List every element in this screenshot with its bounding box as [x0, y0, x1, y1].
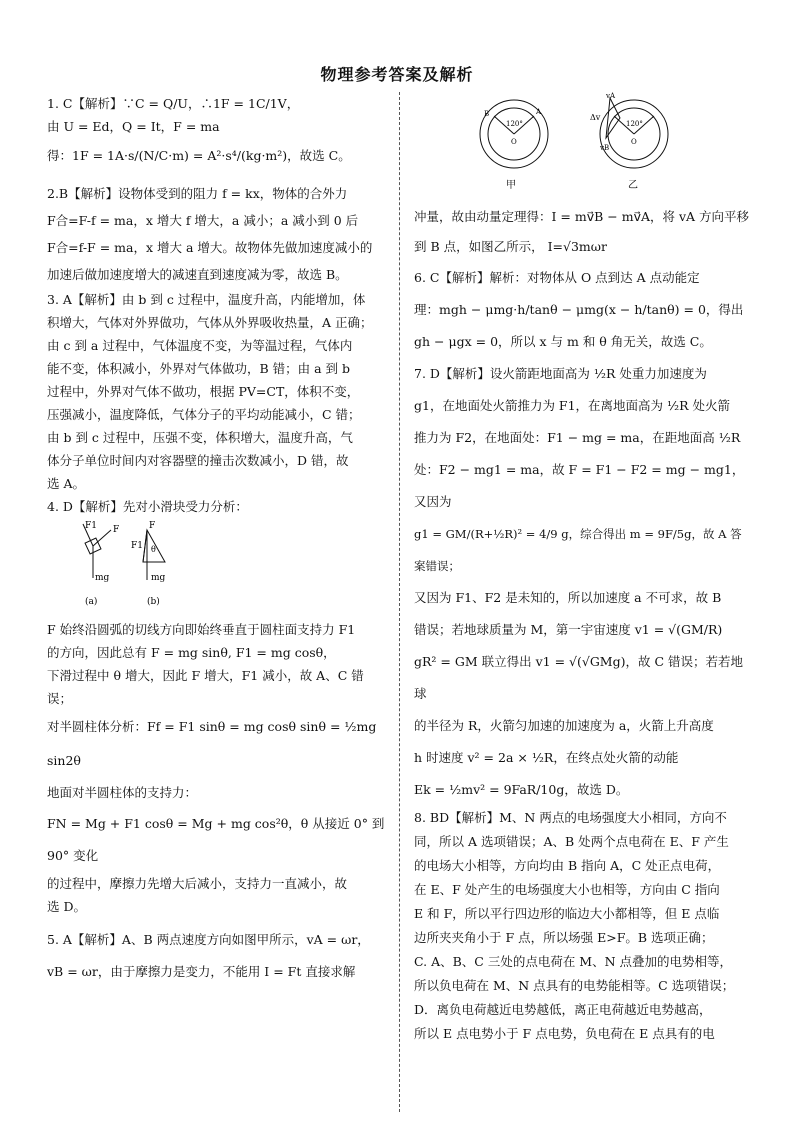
- force-diagram-b: [131, 521, 166, 607]
- answer-line: g1，在地面处火箭推力为 F1，在离地面高为 ½R 处火箭: [414, 398, 731, 413]
- answer-line: 由 U = Ed，Q = It，F = ma: [47, 119, 220, 134]
- answer-line: 到 B 点，如图乙所示， I=√3mωr: [414, 239, 607, 254]
- answer-line: 加速后做加速度增大的减速直到速度减为零，故选 B。: [47, 267, 348, 282]
- answer-line: 下滑过程中 θ 增大，因此 F 增大，F1 减小，故 A、C 错: [47, 668, 364, 683]
- label: 120°: [506, 120, 523, 128]
- answer-line: 压强减小，温度降低，气体分子的平均动能减小，C 错；: [47, 407, 361, 422]
- answer-line: 地面对半圆柱体的支持力：: [47, 785, 198, 800]
- answer-line: 的半径为 R，火箭匀加速的加速度为 a，火箭上升高度: [414, 718, 714, 733]
- label: F1: [131, 541, 143, 551]
- page-title: 物理参考答案及解析: [320, 65, 474, 84]
- answer-line: 边所夹夹角小于 F 点，所以场强 E>F。B 选项正确；: [414, 930, 714, 945]
- answer-line: 8. BD【解析】M、N 两点的电场强度大小相同，方向不: [414, 810, 727, 825]
- label: vA: [606, 92, 616, 100]
- answer-line: 对半圆柱体分析：Ff = F1 sinθ = mg cosθ sinθ = ½mg sin2θ: [47, 719, 377, 768]
- answer-line: 能不变，体积减小，外界对气体做功，B 错；由 a 到 b: [47, 361, 351, 376]
- answer-line: 得：1F = 1A·s/(N/C·m) = A²·s⁴/(kg·m²)，故选 C。: [47, 148, 351, 163]
- label: (b): [147, 597, 160, 607]
- label: 120°: [626, 120, 643, 128]
- answer-line: C. A、B、C 三处的点电荷在 M、N 点叠加的电势相等，: [414, 954, 733, 969]
- answer-line: 1. C【解析】∵C = Q/U，∴1F = 1C/1V，: [47, 96, 300, 111]
- answer-line: 2.B【解析】设物体受到的阻力 f = kx，物体的合外力: [47, 186, 348, 201]
- answer-line: Ek = ½mv² = 9FaR/10g，故选 D。: [414, 782, 629, 797]
- figure-jia: [480, 100, 548, 191]
- answer-line: 7. D【解析】设火箭距地面高为 ½R 处重力加速度为: [414, 366, 707, 381]
- circular-motion-figure: [414, 92, 734, 202]
- right-column: [414, 92, 750, 1046]
- answer-line: FN = Mg + F1 cosθ = Mg + mg cos²θ，θ 从接近 0° 到 90° 变化: [47, 816, 385, 863]
- answer-line: 积增大，气体对外界做功，气体从外界吸收热量，A 正确；: [47, 315, 373, 330]
- answer-line: F 始终沿圆弧的切线方向即始终垂直于圆柱面支持力 F1: [47, 622, 356, 637]
- answer-line: 过程中，外界对气体不做功，根据 PV=CT，体积不变，: [47, 384, 360, 399]
- answer-line: 由 c 到 a 过程中，气体温度不变，为等温过程，气体内: [47, 338, 353, 353]
- answer-line: 4. D【解析】先对小滑块受力分析：: [47, 499, 248, 514]
- answer-1: [47, 92, 387, 174]
- answer-5: [47, 924, 387, 988]
- answer-line: F合=F-f = ma，x 增大 f 增大，a 减小；a 减小到 0 后: [47, 213, 359, 228]
- answer-line: 误；: [47, 691, 73, 706]
- answer-line: 的过程中，摩擦力先增大后减小，支持力一直减小，故: [47, 876, 348, 891]
- label: mg: [95, 573, 110, 583]
- answer-line: 同，所以 A 选项错误；A、B 处两个点电荷在 E、F 产生: [414, 834, 729, 849]
- answer-4: [47, 495, 387, 918]
- answer-6: [414, 262, 750, 358]
- label: mg: [151, 573, 166, 583]
- label: 甲: [506, 180, 516, 191]
- answer-line: 又因为 F1、F2 是未知的，所以加速度 a 不可求，故 B: [414, 590, 722, 605]
- label: F1: [85, 521, 97, 531]
- answer-line: 3. A【解析】由 b 到 c 过程中，温度升高，内能增加，体: [47, 292, 366, 307]
- answer-line: 所以 E 点电势小于 F 点电势，负电荷在 E 点具有的电: [414, 1026, 715, 1041]
- label: 乙: [628, 180, 638, 191]
- answer-line: 6. C【解析】解析：对物体从 O 点到达 A 点动能定: [414, 270, 700, 285]
- force-diagram-figure: [47, 518, 247, 608]
- figure-yi: [590, 92, 668, 191]
- label: F: [113, 525, 120, 535]
- answer-line: 由 b 到 c 过程中，压强不变，体积增大，温度升高，气: [47, 430, 353, 445]
- answer-line: D．离负电荷越近电势越低，离正电荷越近电势越高，: [414, 1002, 712, 1017]
- label: F: [149, 521, 156, 531]
- label: B: [484, 110, 490, 118]
- answer-line: 错误；若地球质量为 M，第一宇宙速度 v1 = √(GM/R): [414, 622, 723, 637]
- label: Δv: [590, 113, 601, 122]
- left-column: [47, 92, 387, 988]
- answer-line: F合=f-F = ma，x 增大 a 增大。故物体先做加速度减小的: [47, 240, 373, 255]
- column-divider: [399, 92, 400, 1112]
- answer-line: gh − μgx = 0，所以 x 与 m 和 θ 角无关，故选 C。: [414, 334, 712, 349]
- answer-line: 理：mgh − μmg·h/tanθ − μmg(x − h/tanθ) = 0，得出: [414, 302, 744, 317]
- answer-line: 选 D。: [47, 899, 86, 914]
- answer-line: 的电场大小相等，方向均由 B 指向 A，C 处正点电荷，: [414, 858, 721, 873]
- answer-line: 在 E、F 处产生的电场强度大小也相等，方向由 C 指向: [414, 882, 720, 897]
- answer-line: g1 = GM/(R+½R)² = 4/9 g，综合得出 m = 9F/5g，故 A 答案错误；: [414, 527, 742, 573]
- answer-line: 的方向，因此总有 F = mg sinθ, F1 = mg cosθ，: [47, 645, 336, 660]
- answer-line: gR² = GM 联立得出 v1 = √(√GMg)，故 C 错误；若若地球: [414, 654, 743, 701]
- answer-7: [414, 358, 750, 806]
- answer-line: 所以负电荷在 M、N 点具有的电势能相等。C 选项错误；: [414, 978, 735, 993]
- label: O: [511, 138, 517, 146]
- force-diagram-a: [83, 521, 119, 607]
- answer-line: h 时速度 v² = 2a × ½R，在终点处火箭的动能: [414, 750, 679, 765]
- answer-line: E 和 F，所以平行四边形的临边大小都相等，但 E 点临: [414, 906, 720, 921]
- answer-line: 冲量，故由动量定理得：I = mv⃗B − mv⃗A，将 vA 方向平移: [414, 209, 750, 224]
- answer-3: [47, 288, 387, 495]
- answer-8: [414, 806, 750, 1046]
- answer-line: 体分子单位时间内对容器壁的撞击次数减小，D 错，故: [47, 453, 349, 468]
- answer-line: 推力为 F2，在地面处：F1 − mg = ma，在距地面高 ½R: [414, 430, 741, 445]
- label: O: [631, 138, 637, 146]
- label: vB: [600, 144, 610, 152]
- label: (a): [85, 597, 98, 607]
- answer-line: 选 A。: [47, 476, 86, 491]
- answer-line: 5. A【解析】A、B 两点速度方向如图甲所示，vA = ωr，: [47, 932, 370, 947]
- answer-2: [47, 180, 387, 288]
- answer-line: 处：F2 − mg1 = ma，故 F = F1 − F2 = mg − mg1，又因为: [414, 462, 745, 509]
- answer-line: vB = ωr，由于摩擦力是变力，不能用 I = Ft 直接求解: [47, 964, 356, 979]
- label: A: [536, 108, 542, 116]
- label: θ: [151, 545, 156, 554]
- answer-5-cont: [414, 202, 750, 262]
